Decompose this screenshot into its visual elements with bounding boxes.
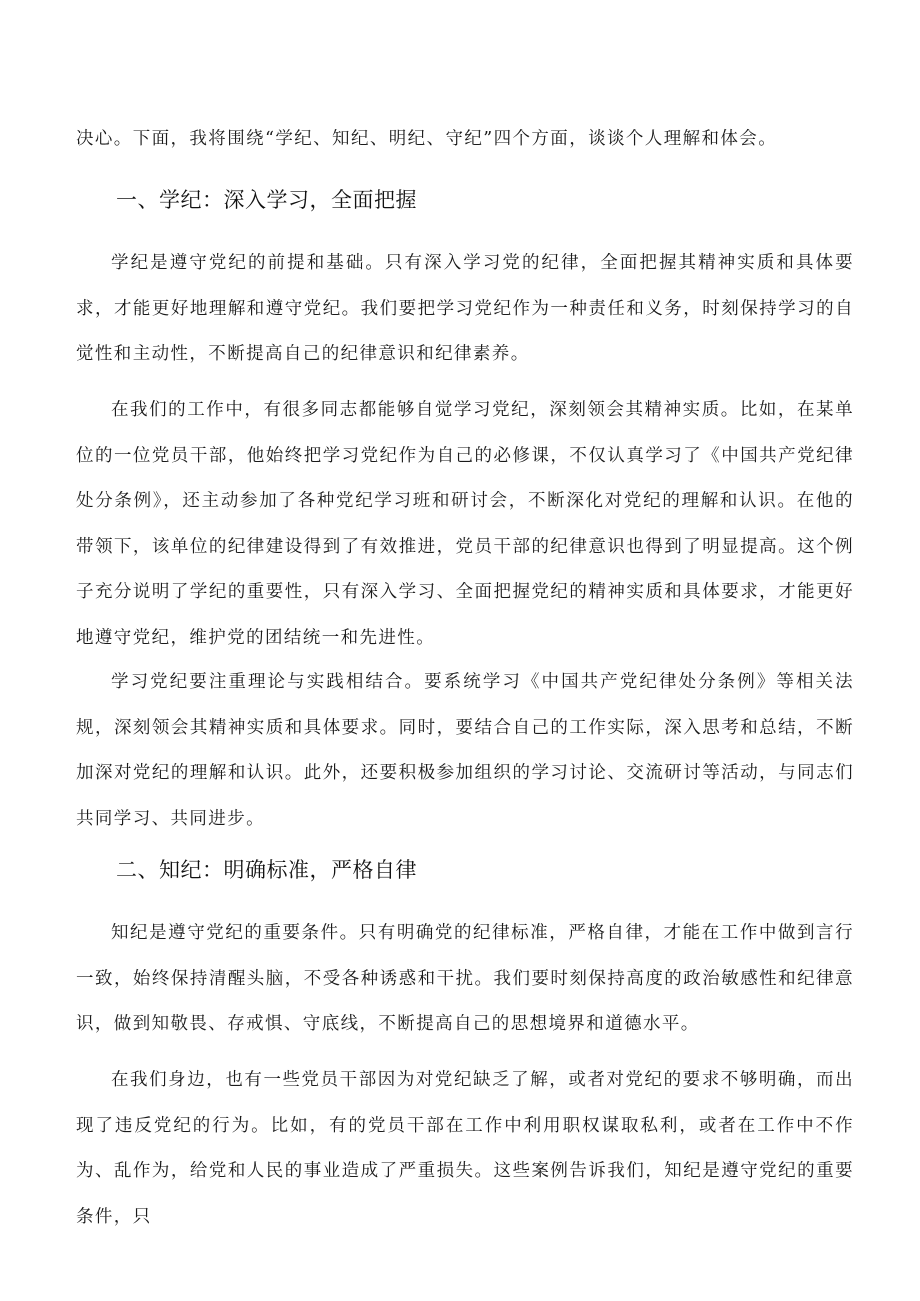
section-1-paragraph-3: 学习党纪要注重理论与实践相结合。要系统学习《中国共产党纪律处分条例》等相关法规，深刻领会其精神实质和具体要求。同时，要结合自己的工作实际，深入思考和总结，不断加深对党纪的理解和认识。此外，还要积极参加组织的学习讨论、交流研讨等活动，与同志们共同学习、共同进步。 bbox=[76, 672, 854, 829]
section-2-paragraph-1: 知纪是遵守党纪的重要条件。只有明确党的纪律标准，严格自律，才能在工作中做到言行一致，始终保持清醒头脑，不受各种诱惑和干扰。我们要时刻保持高度的政治敏感性和纪律意识，做到知敬畏、存戒惧、守底线，不断提高自己的思想境界和道德水平。 bbox=[76, 923, 854, 1034]
section-2-paragraph-2: 在我们身边，也有一些党员干部因为对党纪缺乏了解，或者对党纪的要求不够明确，而出现了违反党纪的行为。比如，有的党员干部在工作中利用职权谋取私利，或者在工作中不作为、乱作为，给党和人民的事业造成了严重损失。这些案例告诉我们，知纪是遵守党纪的重要条件，只 bbox=[76, 1070, 854, 1227]
section-1-paragraph-2: 在我们的工作中，有很多同志都能够自觉学习党纪，深刻领会其精神实质。比如，在某单位的一位党员干部，他始终把学习党纪作为自己的必修课，不仅认真学习了《中国共产党纪律处分条例》，还主动参加了各种党纪学习班和研讨会，不断深化对党纪的理解和认识。在他的带领下，该单位的纪律建设得到了有效推进，党员干部的纪律意识也得到了明显提高。这个例子充分说明了学纪的重要性，只有深入学习、全面把握党纪的精神实质和具体要求，才能更好地遵守党纪，维护党的团结统一和先进性。 bbox=[76, 400, 854, 648]
intro-paragraph-tail: 决心。下面，我将围绕“学纪、知纪、明纪、守纪”四个方面，谈谈个人理解和体会。 bbox=[76, 129, 778, 149]
section-1-heading: 一、学纪：深入学习，全面把握 bbox=[116, 188, 417, 212]
section-1-paragraph-1: 学纪是遵守党纪的前提和基础。只有深入学习党的纪律，全面把握其精神实质和具体要求，才能更好地理解和遵守党纪。我们要把学习党纪作为一种责任和义务，时刻保持学习的自觉性和主动性，不断提高自己的纪律意识和纪律素养。 bbox=[76, 253, 854, 364]
section-2-heading: 二、知纪：明确标准，严格自律 bbox=[116, 858, 417, 882]
